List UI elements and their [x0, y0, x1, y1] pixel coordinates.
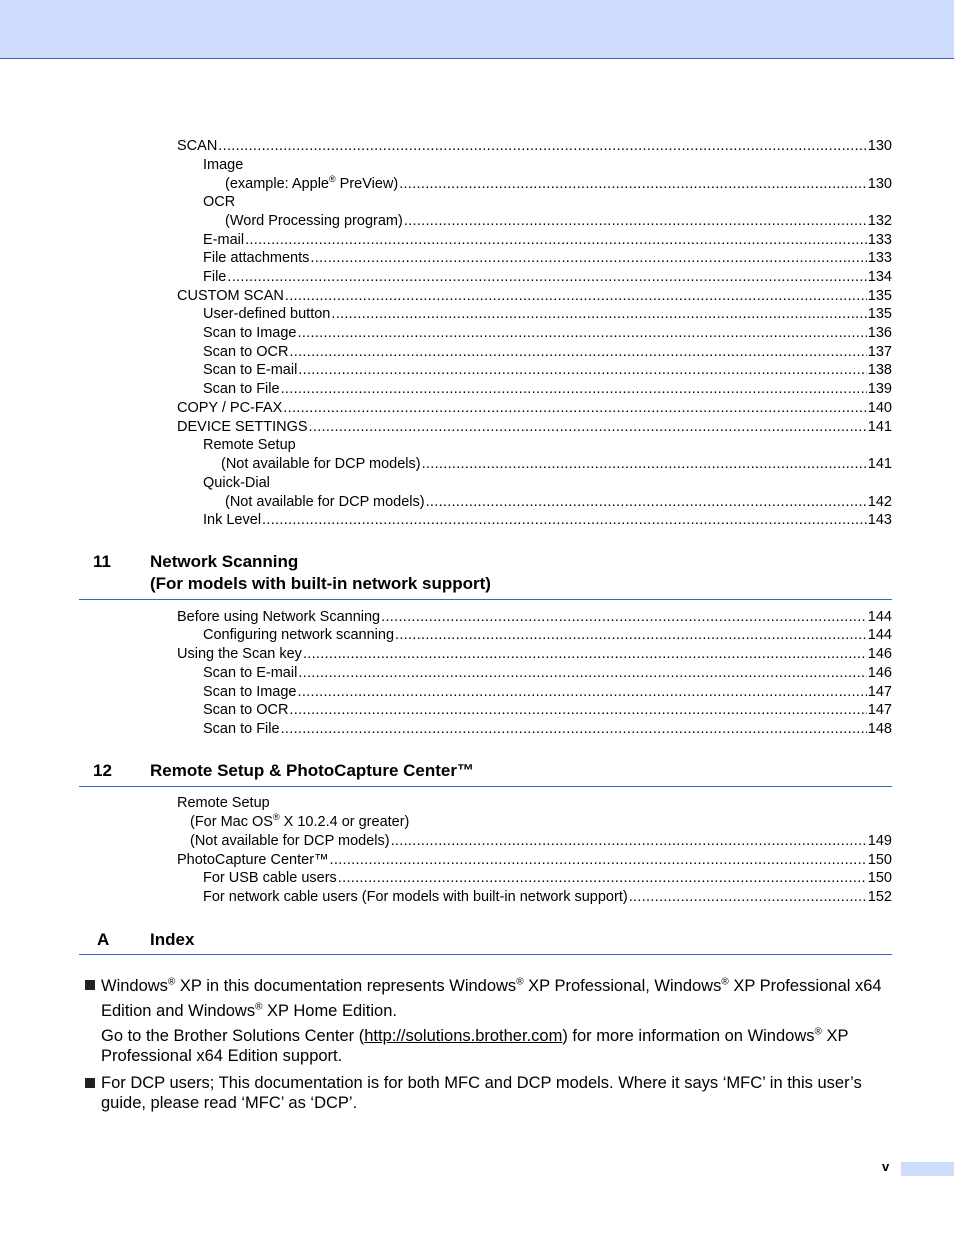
bullet-icon	[85, 1078, 95, 1088]
toc-entry-file-attachments[interactable]: File attachments ..... 133	[203, 249, 892, 268]
solutions-center-link[interactable]: http://solutions.brother.com	[364, 1027, 563, 1045]
note-dcp-users: For DCP users; This documentation is for both MFC and DCP models. Where it says ‘MFC’ in this user’s guide, please read ‘MFC’ as ‘DCP’.	[101, 1074, 862, 1112]
toc-entry-remote-setup: Remote Setup	[203, 437, 296, 453]
note-windows-xp-paragraph: Windows® XP in this documentation represents Windows® XP Professional, Windows® XP Professional x64 Edition and Windows® XP Home Edition.	[101, 976, 882, 1020]
toc-entry-ch12-remote-setup: Remote Setup	[177, 795, 270, 811]
chapter-11-title[interactable]: Network Scanning	[150, 552, 299, 571]
note-windows-xp	[101, 974, 896, 1066]
toc-entry-net-scan-email[interactable]: Scan to E-mail ..... 146	[203, 664, 892, 683]
toc-entry-net-scan-file[interactable]: Scan to File ..... 148	[203, 720, 892, 739]
toc-entry-ch12-not-available[interactable]: (Not available for DCP models) ..... 149	[190, 832, 892, 851]
toc-entry-ink-level[interactable]: Ink Level ..... 143	[203, 511, 892, 530]
toc-entry-net-scan-image[interactable]: Scan to Image ..... 147	[203, 683, 892, 702]
toc-entry-remote-setup-na[interactable]: (Not available for DCP models) ..... 141	[221, 455, 892, 474]
toc-entry-cs-scan-image[interactable]: Scan to Image ..... 136	[203, 324, 892, 343]
toc-entry-cs-scan-email[interactable]: Scan to E-mail ..... 138	[203, 361, 892, 380]
page-number: v	[882, 1159, 890, 1174]
toc-entry-image: Image	[203, 157, 244, 173]
toc-entry-for-mac: (For Mac OS® X 10.2.4 or greater)	[190, 812, 410, 830]
bullet-icon	[85, 980, 95, 990]
toc-entry-ocr-word[interactable]: (Word Processing program) ..... 132	[225, 212, 892, 231]
toc-entry-ocr: OCR	[203, 194, 236, 210]
toc-entry-net-scan-ocr[interactable]: Scan to OCR ..... 147	[203, 701, 892, 720]
appendix-a-letter: A	[97, 930, 110, 949]
toc-entry-cs-scan-ocr[interactable]: Scan to OCR ..... 137	[203, 343, 892, 362]
appendix-a-title[interactable]: Index	[150, 930, 195, 949]
note-solutions-center-paragraph: Go to the Brother Solutions Center (http://solutions.brother.com) for more information on Windows® XP Professional x64 Edition support.	[101, 1026, 849, 1065]
toc-entry-before-network-scanning[interactable]: Before using Network Scanning ..... 144	[177, 608, 892, 627]
toc-entry-network-users[interactable]: For network cable users (For models with built-in network support) ..... 152	[203, 888, 892, 907]
chapter-11-subtitle: (For models with built-in network support)	[150, 574, 491, 593]
toc-entry-usb-users[interactable]: For USB cable users ..... 150	[203, 869, 892, 888]
toc-entry-custom-scan[interactable]: CUSTOM SCAN ..... 135	[177, 287, 892, 306]
chapter-12-number: 12	[93, 761, 112, 780]
toc-entry-email[interactable]: E-mail ..... 133	[203, 231, 892, 250]
chapter-11-number: 11	[93, 552, 111, 571]
toc-entry-image-example[interactable]: (example: Apple® PreView) ..... 130	[225, 175, 892, 194]
toc-entry-cs-scan-file[interactable]: Scan to File ..... 139	[203, 380, 892, 399]
toc-entry-device-settings[interactable]: DEVICE SETTINGS ..... 141	[177, 418, 892, 437]
appendix-a-rule	[79, 954, 892, 955]
toc-entry-using-scan-key[interactable]: Using the Scan key ..... 146	[177, 645, 892, 664]
toc-entry-file[interactable]: File ..... 134	[203, 268, 892, 287]
chapter-12-title[interactable]: Remote Setup & PhotoCapture Center™	[150, 761, 474, 780]
toc-entry-quick-dial-na[interactable]: (Not available for DCP models) ..... 142	[225, 493, 892, 512]
chapter-12-rule	[79, 786, 892, 787]
toc-entry-quick-dial: Quick-Dial	[203, 475, 270, 491]
toc-entry-copy-pcfax[interactable]: COPY / PC-FAX ..... 140	[177, 399, 892, 418]
toc-entry-photocapture[interactable]: PhotoCapture Center™ ..... 150	[177, 851, 892, 870]
toc-entry-scan[interactable]: SCAN ..... 130	[177, 137, 892, 156]
chapter-11-rule	[79, 599, 892, 600]
footer-band	[901, 1162, 954, 1176]
toc-entry-configuring-network[interactable]: Configuring network scanning ..... 144	[203, 626, 892, 645]
toc-entry-user-defined[interactable]: User-defined button ..... 135	[203, 305, 892, 324]
header-band	[0, 0, 954, 59]
